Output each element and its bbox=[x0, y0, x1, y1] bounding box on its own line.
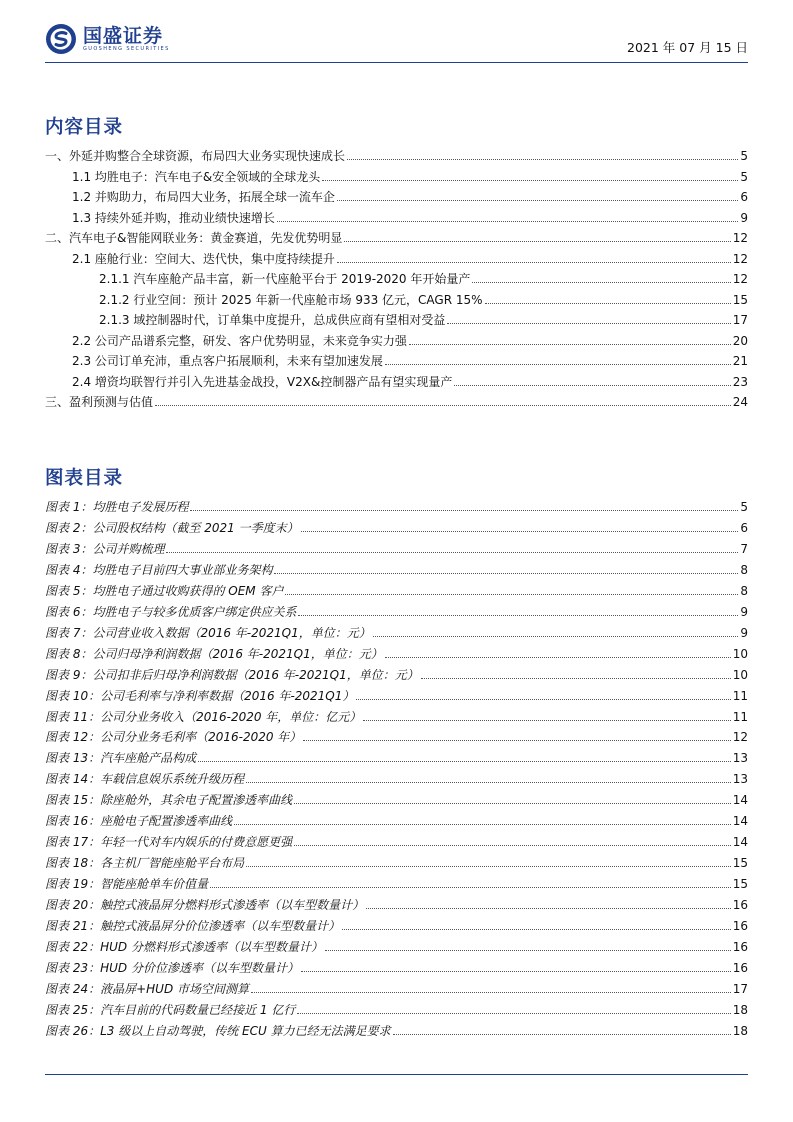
figure-item[interactable] bbox=[45, 498, 748, 517]
leader-dots bbox=[303, 729, 730, 741]
figure-item-page: 15 bbox=[732, 877, 748, 892]
toc-item-page: 12 bbox=[732, 272, 748, 286]
figure-item-text: 图表 2：公司股权结构（截至 2021 一季度末） bbox=[45, 520, 299, 535]
figure-item[interactable] bbox=[45, 519, 748, 538]
figure-item[interactable] bbox=[45, 917, 748, 936]
leader-dots bbox=[298, 604, 738, 616]
figure-item-text: 图表 23：HUD 分价位渗透率（以车型数量计） bbox=[45, 960, 299, 975]
figure-item-page: 14 bbox=[732, 835, 748, 850]
figure-item-text: 图表 5：均胜电子通过收购获得的 OEM 客户 bbox=[45, 583, 284, 598]
toc-item-text: 三、盈利预测与估值 bbox=[45, 395, 154, 409]
leader-dots bbox=[246, 855, 731, 867]
toc-item-text: 二、汽车电子&智能网联业务：黄金赛道，先发优势明显 bbox=[45, 231, 343, 245]
toc-item[interactable] bbox=[99, 291, 748, 310]
figure-item[interactable] bbox=[45, 708, 748, 727]
leader-dots bbox=[363, 709, 730, 721]
guosheng-logo-icon bbox=[45, 23, 77, 55]
leader-dots bbox=[366, 897, 731, 909]
leader-dots bbox=[285, 583, 738, 595]
toc-item-text: 1.3 持续外延并购，推动业绩快速增长 bbox=[72, 210, 275, 225]
figure-list-title: 图表目录 bbox=[45, 468, 124, 489]
figure-item[interactable] bbox=[45, 728, 748, 747]
figure-item-text: 图表 18：各主机厂智能座舱平台布局 bbox=[45, 856, 245, 871]
leader-dots bbox=[301, 960, 731, 972]
leader-dots bbox=[297, 1002, 730, 1014]
figure-item-text: 图表 13：汽车座舱产品构成 bbox=[45, 751, 197, 766]
figure-item[interactable] bbox=[45, 833, 748, 852]
figure-item-text: 图表 25：汽车目前的代码数量已经接近 1 亿行 bbox=[45, 1002, 296, 1017]
toc-item[interactable] bbox=[72, 352, 748, 371]
toc-item[interactable] bbox=[72, 209, 748, 228]
leader-dots bbox=[356, 688, 730, 700]
figure-item-text: 图表 16：座舱电子配置渗透率曲线 bbox=[45, 814, 233, 829]
toc-item-text: 2.1.1 汽车座舱产品丰富，新一代座舱平台于 2019-2020 年开始量产 bbox=[99, 272, 471, 286]
toc-item[interactable] bbox=[99, 270, 748, 289]
leader-dots bbox=[210, 876, 731, 888]
figure-item-page: 5 bbox=[740, 500, 748, 514]
leader-dots bbox=[325, 939, 731, 951]
figure-item-text: 图表 8：公司归母净利润数据（2016 年-2021Q1，单位：元） bbox=[45, 646, 383, 661]
figure-item[interactable] bbox=[45, 812, 748, 831]
figure-item-page: 13 bbox=[732, 772, 748, 787]
leader-dots bbox=[347, 148, 738, 160]
leader-dots bbox=[322, 169, 738, 181]
figure-item-page: 12 bbox=[732, 730, 748, 745]
toc-title: 内容目录 bbox=[45, 117, 124, 138]
report-date: 2021 年 07 月 15 日 bbox=[627, 40, 748, 55]
toc-item-text: 2.2 公司产品谱系完整，研发、客户优势明显，未来竞争实力强 bbox=[72, 333, 407, 348]
figure-item-text: 图表 12：公司分业务毛利率（2016-2020 年） bbox=[45, 730, 302, 745]
figure-item[interactable] bbox=[45, 980, 748, 999]
leader-dots bbox=[301, 520, 739, 532]
figure-item[interactable] bbox=[45, 749, 748, 768]
toc-item-text: 1.2 并购助力，布局四大业务，拓展全球一流车企 bbox=[72, 190, 335, 204]
toc-item[interactable] bbox=[72, 332, 748, 351]
figure-item-page: 8 bbox=[740, 562, 748, 577]
figure-item-text: 图表 11：公司分业务收入（2016-2020 年，单位：亿元） bbox=[45, 709, 362, 724]
toc-item-page: 23 bbox=[732, 374, 748, 389]
figure-item-page: 14 bbox=[732, 793, 748, 808]
toc-item-page: 21 bbox=[732, 354, 748, 368]
toc-item-page: 12 bbox=[732, 251, 748, 266]
toc-item[interactable] bbox=[45, 393, 748, 412]
figure-item[interactable] bbox=[45, 770, 748, 789]
toc-item[interactable] bbox=[72, 168, 748, 187]
leader-dots bbox=[251, 981, 731, 993]
toc-item-page: 20 bbox=[732, 333, 748, 348]
figure-item-page: 9 bbox=[740, 625, 748, 640]
figure-item-text: 图表 14：车载信息娱乐系统升级历程 bbox=[45, 772, 245, 787]
leader-dots bbox=[409, 333, 731, 345]
figure-item[interactable] bbox=[45, 603, 748, 622]
figure-item-page: 14 bbox=[732, 814, 748, 829]
leader-dots bbox=[373, 625, 739, 637]
leader-dots bbox=[190, 499, 738, 511]
figure-item-text: 图表 10：公司毛利率与净利率数据（2016 年-2021Q1） bbox=[45, 688, 355, 703]
figure-item[interactable] bbox=[45, 666, 748, 685]
figure-item-text: 图表 26：L3 级以上自动驾驶，传统 ECU 算力已经无法满足要求 bbox=[45, 1023, 391, 1038]
toc-item-text: 1.1 均胜电子：汽车电子&安全领域的全球龙头 bbox=[72, 169, 321, 184]
toc-item-page: 12 bbox=[732, 231, 748, 245]
leader-dots bbox=[277, 210, 738, 222]
figure-item[interactable] bbox=[45, 938, 748, 957]
figure-item-page: 9 bbox=[740, 604, 748, 619]
figure-item-text: 图表 7：公司营业收入数据（2016 年-2021Q1，单位：元） bbox=[45, 625, 371, 640]
leader-dots bbox=[155, 394, 731, 406]
figure-item-page: 10 bbox=[732, 646, 748, 661]
figure-item-page: 16 bbox=[732, 939, 748, 954]
figure-item[interactable] bbox=[45, 624, 748, 643]
figure-item-page: 15 bbox=[732, 856, 748, 871]
toc-item[interactable] bbox=[99, 311, 748, 330]
toc-item[interactable] bbox=[45, 229, 748, 248]
toc-item[interactable] bbox=[45, 147, 748, 166]
logo-chinese-name: 国盛证券 bbox=[83, 24, 164, 47]
figure-item-page: 6 bbox=[740, 520, 748, 535]
figure-item-text: 图表 15：除座舱外，其余电子配置渗透率曲线 bbox=[45, 793, 293, 808]
leader-dots bbox=[337, 251, 731, 263]
toc-item-page: 17 bbox=[732, 313, 748, 327]
leader-dots bbox=[447, 312, 730, 324]
toc-item-page: 15 bbox=[732, 292, 748, 307]
company-logo bbox=[45, 22, 170, 56]
toc-item-page: 5 bbox=[740, 149, 748, 163]
figure-item[interactable] bbox=[45, 896, 748, 915]
figure-item[interactable] bbox=[45, 791, 748, 810]
leader-dots bbox=[337, 189, 738, 201]
figure-item-text: 图表 6：均胜电子与较多优质客户绑定供应关系 bbox=[45, 604, 297, 619]
figure-item[interactable] bbox=[45, 582, 748, 601]
toc-item-page: 24 bbox=[732, 395, 748, 409]
leader-dots bbox=[234, 813, 731, 825]
figure-item[interactable] bbox=[45, 540, 748, 559]
figure-item[interactable] bbox=[45, 645, 748, 664]
figure-item[interactable] bbox=[45, 959, 748, 978]
toc-item-text: 2.1.2 行业空间：预计 2025 年新一代座舱市场 933 亿元，CAGR 15% bbox=[99, 292, 483, 307]
figure-item-text: 图表 19：智能座舱单车价值量 bbox=[45, 877, 209, 892]
figure-item-text: 图表 3：公司并购梳理 bbox=[45, 541, 165, 556]
figure-item[interactable] bbox=[45, 561, 748, 580]
leader-dots bbox=[385, 353, 731, 365]
leader-dots bbox=[342, 918, 731, 930]
logo-english-name: GUOSHENG SECURITIES bbox=[83, 45, 170, 52]
figure-item-page: 8 bbox=[740, 583, 748, 598]
leader-dots bbox=[344, 230, 730, 242]
leader-dots bbox=[385, 646, 731, 658]
figure-item-page: 10 bbox=[732, 667, 748, 682]
figure-item-page: 16 bbox=[732, 898, 748, 913]
leader-dots bbox=[246, 771, 731, 783]
figure-item-page: 11 bbox=[732, 688, 748, 703]
figure-item[interactable] bbox=[45, 1022, 748, 1041]
leader-dots bbox=[294, 792, 731, 804]
leader-dots bbox=[166, 541, 738, 553]
figure-item-page: 18 bbox=[732, 1002, 748, 1017]
leader-dots bbox=[393, 1023, 731, 1035]
toc-item-page: 5 bbox=[740, 169, 748, 184]
toc-item-text: 一、外延并购整合全球资源，布局四大业务实现快速成长 bbox=[45, 149, 346, 163]
leader-dots bbox=[274, 562, 738, 574]
figure-item-page: 16 bbox=[732, 919, 748, 933]
figure-item[interactable] bbox=[45, 854, 748, 873]
figure-item[interactable] bbox=[45, 875, 748, 894]
toc-item-text: 2.1 座舱行业：空间大、迭代快，集中度持续提升 bbox=[72, 251, 335, 266]
leader-dots bbox=[421, 667, 731, 679]
toc-item-page: 6 bbox=[740, 190, 748, 204]
header-divider bbox=[45, 62, 748, 63]
figure-item-page: 18 bbox=[732, 1023, 748, 1038]
toc-item-page: 9 bbox=[740, 210, 748, 225]
figure-item-page: 7 bbox=[740, 541, 748, 556]
leader-dots bbox=[198, 750, 731, 762]
toc-item[interactable] bbox=[72, 373, 748, 392]
leader-dots bbox=[294, 834, 731, 846]
leader-dots bbox=[472, 271, 730, 283]
figure-item[interactable] bbox=[45, 1001, 748, 1020]
figure-item-text: 图表 22：HUD 分燃料形式渗透率（以车型数量计） bbox=[45, 939, 323, 954]
figure-item-text: 图表 21：触控式液晶屏分价位渗透率（以车型数量计） bbox=[45, 919, 341, 933]
leader-dots bbox=[485, 292, 731, 304]
figure-item-text: 图表 20：触控式液晶屏分燃料形式渗透率（以车型数量计） bbox=[45, 898, 365, 913]
page-header bbox=[45, 22, 748, 60]
figure-item-page: 16 bbox=[732, 960, 748, 975]
figure-item-page: 11 bbox=[732, 709, 748, 724]
figure-item-text: 图表 17：年轻一代对车内娱乐的付费意愿更强 bbox=[45, 835, 293, 850]
figure-item[interactable] bbox=[45, 687, 748, 706]
figure-item-page: 17 bbox=[732, 981, 748, 996]
figure-item-page: 13 bbox=[732, 751, 748, 766]
figure-item-text: 图表 9：公司扣非后归母净利润数据（2016 年-2021Q1，单位：元） bbox=[45, 667, 419, 682]
figure-item-text: 图表 1：均胜电子发展历程 bbox=[45, 500, 189, 514]
figure-item-text: 图表 4：均胜电子目前四大事业部业务架构 bbox=[45, 562, 273, 577]
toc-item-text: 2.1.3 域控制器时代，订单集中度提升，总成供应商有望相对受益 bbox=[99, 313, 446, 327]
footer-divider bbox=[45, 1074, 748, 1075]
toc-item[interactable] bbox=[72, 250, 748, 269]
figure-item-text: 图表 24：液晶屏+HUD 市场空间测算 bbox=[45, 981, 250, 996]
toc-item-text: 2.4 增资均联智行并引入先进基金战投，V2X&控制器产品有望实现量产 bbox=[72, 374, 453, 389]
toc-item[interactable] bbox=[72, 188, 748, 207]
leader-dots bbox=[454, 374, 730, 386]
toc-item-text: 2.3 公司订单充沛，重点客户拓展顺利，未来有望加速发展 bbox=[72, 354, 383, 368]
